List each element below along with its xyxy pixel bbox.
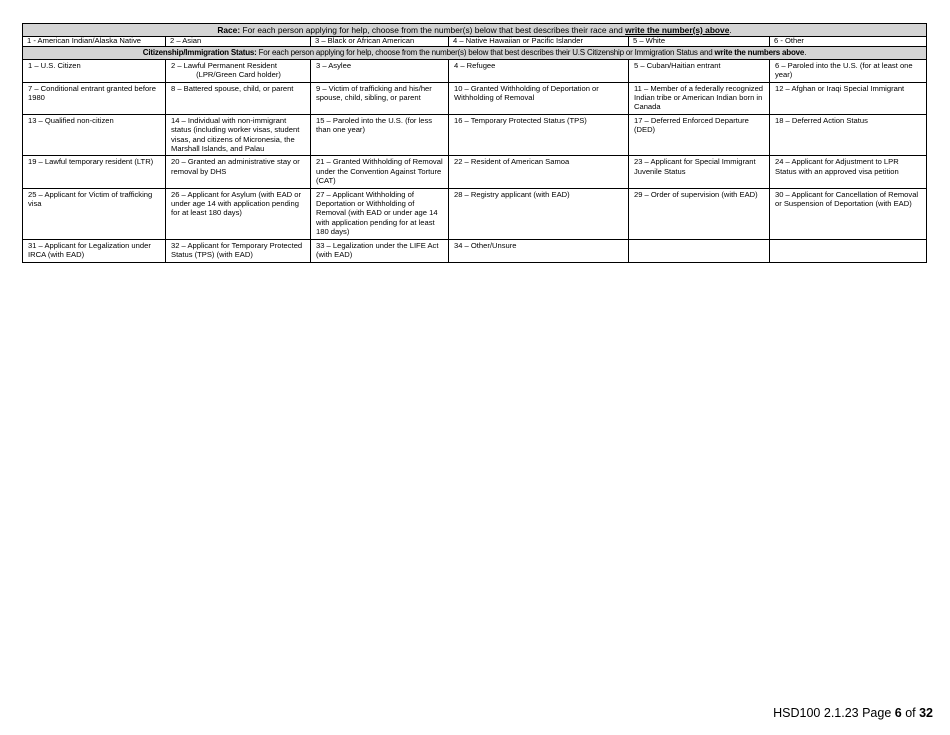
status-option: 29 – Order of supervision (with EAD) xyxy=(629,188,770,239)
status-option xyxy=(166,59,311,82)
race-option: 6 - Other xyxy=(770,37,927,47)
citizenship-header-text: For each person applying for help, choose from the number(s) below that best describes their U.S Citizenship or Immigration Status and xyxy=(256,47,715,57)
citizenship-header-label: Citizenship/Immigration Status: xyxy=(142,47,257,57)
status-option: 31 – Applicant for Legalization under IRCA (with EAD) xyxy=(23,239,166,262)
status-option: 34 – Other/Unsure xyxy=(449,239,629,262)
status-option: 26 – Applicant for Asylum (with EAD or under age 14 with application pending for at least 180 days) xyxy=(166,188,311,239)
status-row xyxy=(23,82,927,114)
status-option: 4 – Refugee xyxy=(449,59,629,82)
status-option: 30 – Applicant for Cancellation of Removal or Suspension of Deportation (with EAD) xyxy=(770,188,927,239)
race-header xyxy=(23,24,927,37)
race-options-row xyxy=(23,37,927,47)
status-row xyxy=(23,239,927,262)
status-option: 22 – Resident of American Samoa xyxy=(449,156,629,188)
status-option: 33 – Legalization under the LIFE Act (with EAD) xyxy=(311,239,449,262)
status-option: 27 – Applicant Withholding of Deportation or Withholding of Removal (with EAD or under age 14 with application pending for at least 180 days) xyxy=(311,188,449,239)
form-id: HSD100 2.1.23 Page xyxy=(773,706,895,720)
status-option: 3 – Asylee xyxy=(311,59,449,82)
status-option xyxy=(629,239,770,262)
status-option: 5 – Cuban/Haitian entrant xyxy=(629,59,770,82)
page-number: 6 xyxy=(894,706,902,720)
status-option: 9 – Victim of trafficking and his/her spouse, child, sibling, or parent xyxy=(311,82,449,114)
status-option: 13 – Qualified non-citizen xyxy=(23,114,166,156)
race-option: 3 – Black or African American xyxy=(311,37,449,47)
race-header-label: Race: xyxy=(217,25,241,35)
status-option xyxy=(770,239,927,262)
citizenship-header-emphasis: write the numbers above xyxy=(714,47,805,57)
status-option: 25 – Applicant for Victim of trafficking visa xyxy=(23,188,166,239)
status-option: 18 – Deferred Action Status xyxy=(770,114,927,156)
status-option: 21 – Granted Withholding of Removal under the Convention Against Torture (CAT) xyxy=(311,156,449,188)
race-option: 5 – White xyxy=(629,37,770,47)
status-option: 12 – Afghan or Iraqi Special Immigrant xyxy=(770,82,927,114)
status-option-text: 2 – Lawful Permanent Resident xyxy=(171,60,277,70)
race-option: 1 - American Indian/Alaska Native xyxy=(23,37,166,47)
page-of: of xyxy=(901,706,920,720)
status-option: 1 – U.S. Citizen xyxy=(23,59,166,82)
race-option: 2 – Asian xyxy=(166,37,311,47)
status-row xyxy=(23,156,927,188)
citizenship-header-end: . xyxy=(804,47,807,57)
race-header-row xyxy=(23,24,927,37)
status-option: 28 – Registry applicant (with EAD) xyxy=(449,188,629,239)
status-option: 15 – Paroled into the U.S. (for less than one year) xyxy=(311,114,449,156)
status-option: 11 – Member of a federally recognized Indian tribe or American Indian born in Canada xyxy=(629,82,770,114)
status-row xyxy=(23,114,927,156)
lpr-subtext: (LPR/Green Card holder) xyxy=(196,70,281,80)
page-footer xyxy=(773,706,933,720)
status-option: 19 – Lawful temporary resident (LTR) xyxy=(23,156,166,188)
status-option: 10 – Granted Withholding of Deportation or Withholding of Removal xyxy=(449,82,629,114)
status-option: 8 – Battered spouse, child, or parent xyxy=(166,82,311,114)
page-total: 32 xyxy=(919,706,933,720)
status-option: 14 – Individual with non-immigrant status (including worker visas, student visas, and citizens of Micronesia, the Marshall Islands, and Palau xyxy=(166,114,311,156)
status-option: 6 – Paroled into the U.S. (for at least one year) xyxy=(770,59,927,82)
race-header-text: For each person applying for help, choose from the number(s) below that best describes their race and xyxy=(240,25,626,35)
status-row xyxy=(23,188,927,239)
race-option: 4 – Native Hawaiian or Pacific Islander xyxy=(449,37,629,47)
status-form-table xyxy=(22,23,927,263)
status-option: 16 – Temporary Protected Status (TPS) xyxy=(449,114,629,156)
status-option: 32 – Applicant for Temporary Protected Status (TPS) (with EAD) xyxy=(166,239,311,262)
status-option: 23 – Applicant for Special Immigrant Juvenile Status xyxy=(629,156,770,188)
status-option: 24 – Applicant for Adjustment to LPR Status with an approved visa petition xyxy=(770,156,927,188)
race-header-end: . xyxy=(729,25,732,35)
race-header-emphasis: write the number(s) above xyxy=(625,25,730,35)
status-option: 20 – Granted an administrative stay or removal by DHS xyxy=(166,156,311,188)
status-row xyxy=(23,59,927,82)
citizenship-header xyxy=(23,46,927,59)
status-option: 7 – Conditional entrant granted before 1980 xyxy=(23,82,166,114)
status-option: 17 – Deferred Enforced Departure (DED) xyxy=(629,114,770,156)
citizenship-header-row xyxy=(23,46,927,59)
